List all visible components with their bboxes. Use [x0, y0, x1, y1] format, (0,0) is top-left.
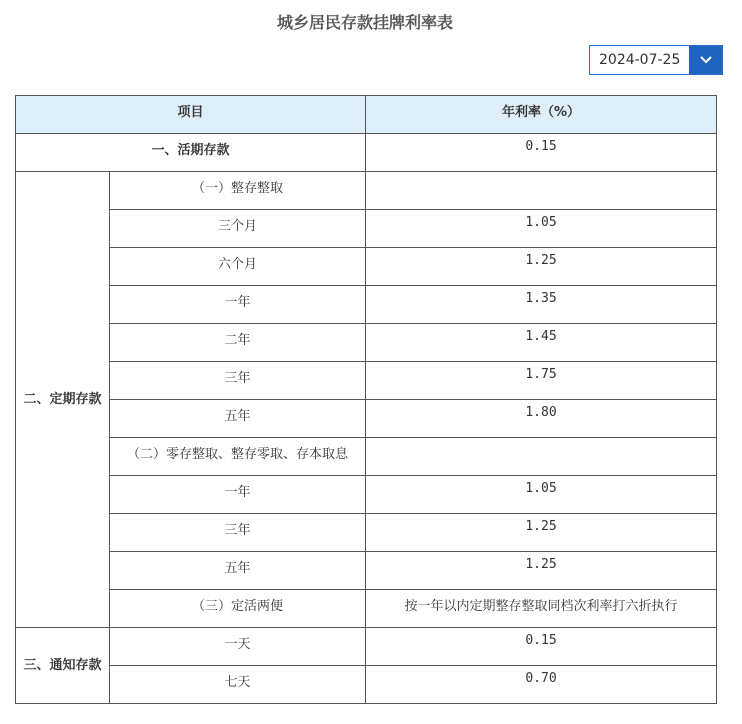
rate-cell: 1.05: [366, 476, 717, 514]
header-rate: 年利率（%）: [366, 96, 717, 134]
rate-cell: 1.05: [366, 210, 717, 248]
rate-cell: 1.35: [366, 286, 717, 324]
rate-cell: 1.25: [366, 514, 717, 552]
section-label: （三）定活两便: [110, 590, 366, 628]
rate-cell: 1.25: [366, 552, 717, 590]
table-row: [16, 476, 717, 514]
table-row: [16, 400, 717, 438]
notice-deposit-label: 三、通知存款: [16, 628, 110, 704]
table-row: [16, 362, 717, 400]
table-row: [16, 552, 717, 590]
section-label: （二）零存整取、整存零取、存本取息: [110, 438, 366, 476]
rate-cell: 1.80: [366, 400, 717, 438]
header-item: 项目: [16, 96, 366, 134]
term-cell: 三年: [110, 362, 366, 400]
term-cell: 六个月: [110, 248, 366, 286]
table-row: [16, 666, 717, 704]
date-select[interactable]: [589, 45, 723, 75]
section-label: （一）整存整取: [110, 172, 366, 210]
rate-table: [15, 95, 717, 704]
demand-deposit-rate: 0.15: [366, 134, 717, 172]
table-row: [16, 210, 717, 248]
table-row: [16, 248, 717, 286]
rate-cell: 1.75: [366, 362, 717, 400]
page-title: 城乡居民存款挂牌利率表: [276, 13, 453, 32]
term-cell: 五年: [110, 400, 366, 438]
date-dropdown-button[interactable]: [689, 46, 722, 74]
demand-deposit-label: 一、活期存款: [16, 134, 366, 172]
term-cell: 一年: [110, 286, 366, 324]
rate-cell: 0.70: [366, 666, 717, 704]
table-row: [16, 172, 717, 210]
section-rate: 按一年以内定期整存整取同档次利率打六折执行: [366, 590, 717, 628]
table-header-row: [16, 96, 717, 134]
chevron-down-icon: [700, 56, 712, 64]
section-rate: [366, 438, 717, 476]
rate-cell: 0.15: [366, 628, 717, 666]
time-deposit-label: 二、定期存款: [16, 172, 110, 628]
table-row: [16, 590, 717, 628]
table-row: [16, 134, 717, 172]
date-value: 2024-07-25: [599, 52, 681, 68]
term-cell: 七天: [110, 666, 366, 704]
term-cell: 二年: [110, 324, 366, 362]
term-cell: 五年: [110, 552, 366, 590]
rate-cell: 1.45: [366, 324, 717, 362]
term-cell: 一天: [110, 628, 366, 666]
table-row: [16, 324, 717, 362]
term-cell: 三年: [110, 514, 366, 552]
term-cell: 三个月: [110, 210, 366, 248]
table-row: [16, 628, 717, 666]
section-rate: [366, 172, 717, 210]
term-cell: 一年: [110, 476, 366, 514]
rate-cell: 1.25: [366, 248, 717, 286]
table-row: [16, 438, 717, 476]
table-row: [16, 286, 717, 324]
table-row: [16, 514, 717, 552]
